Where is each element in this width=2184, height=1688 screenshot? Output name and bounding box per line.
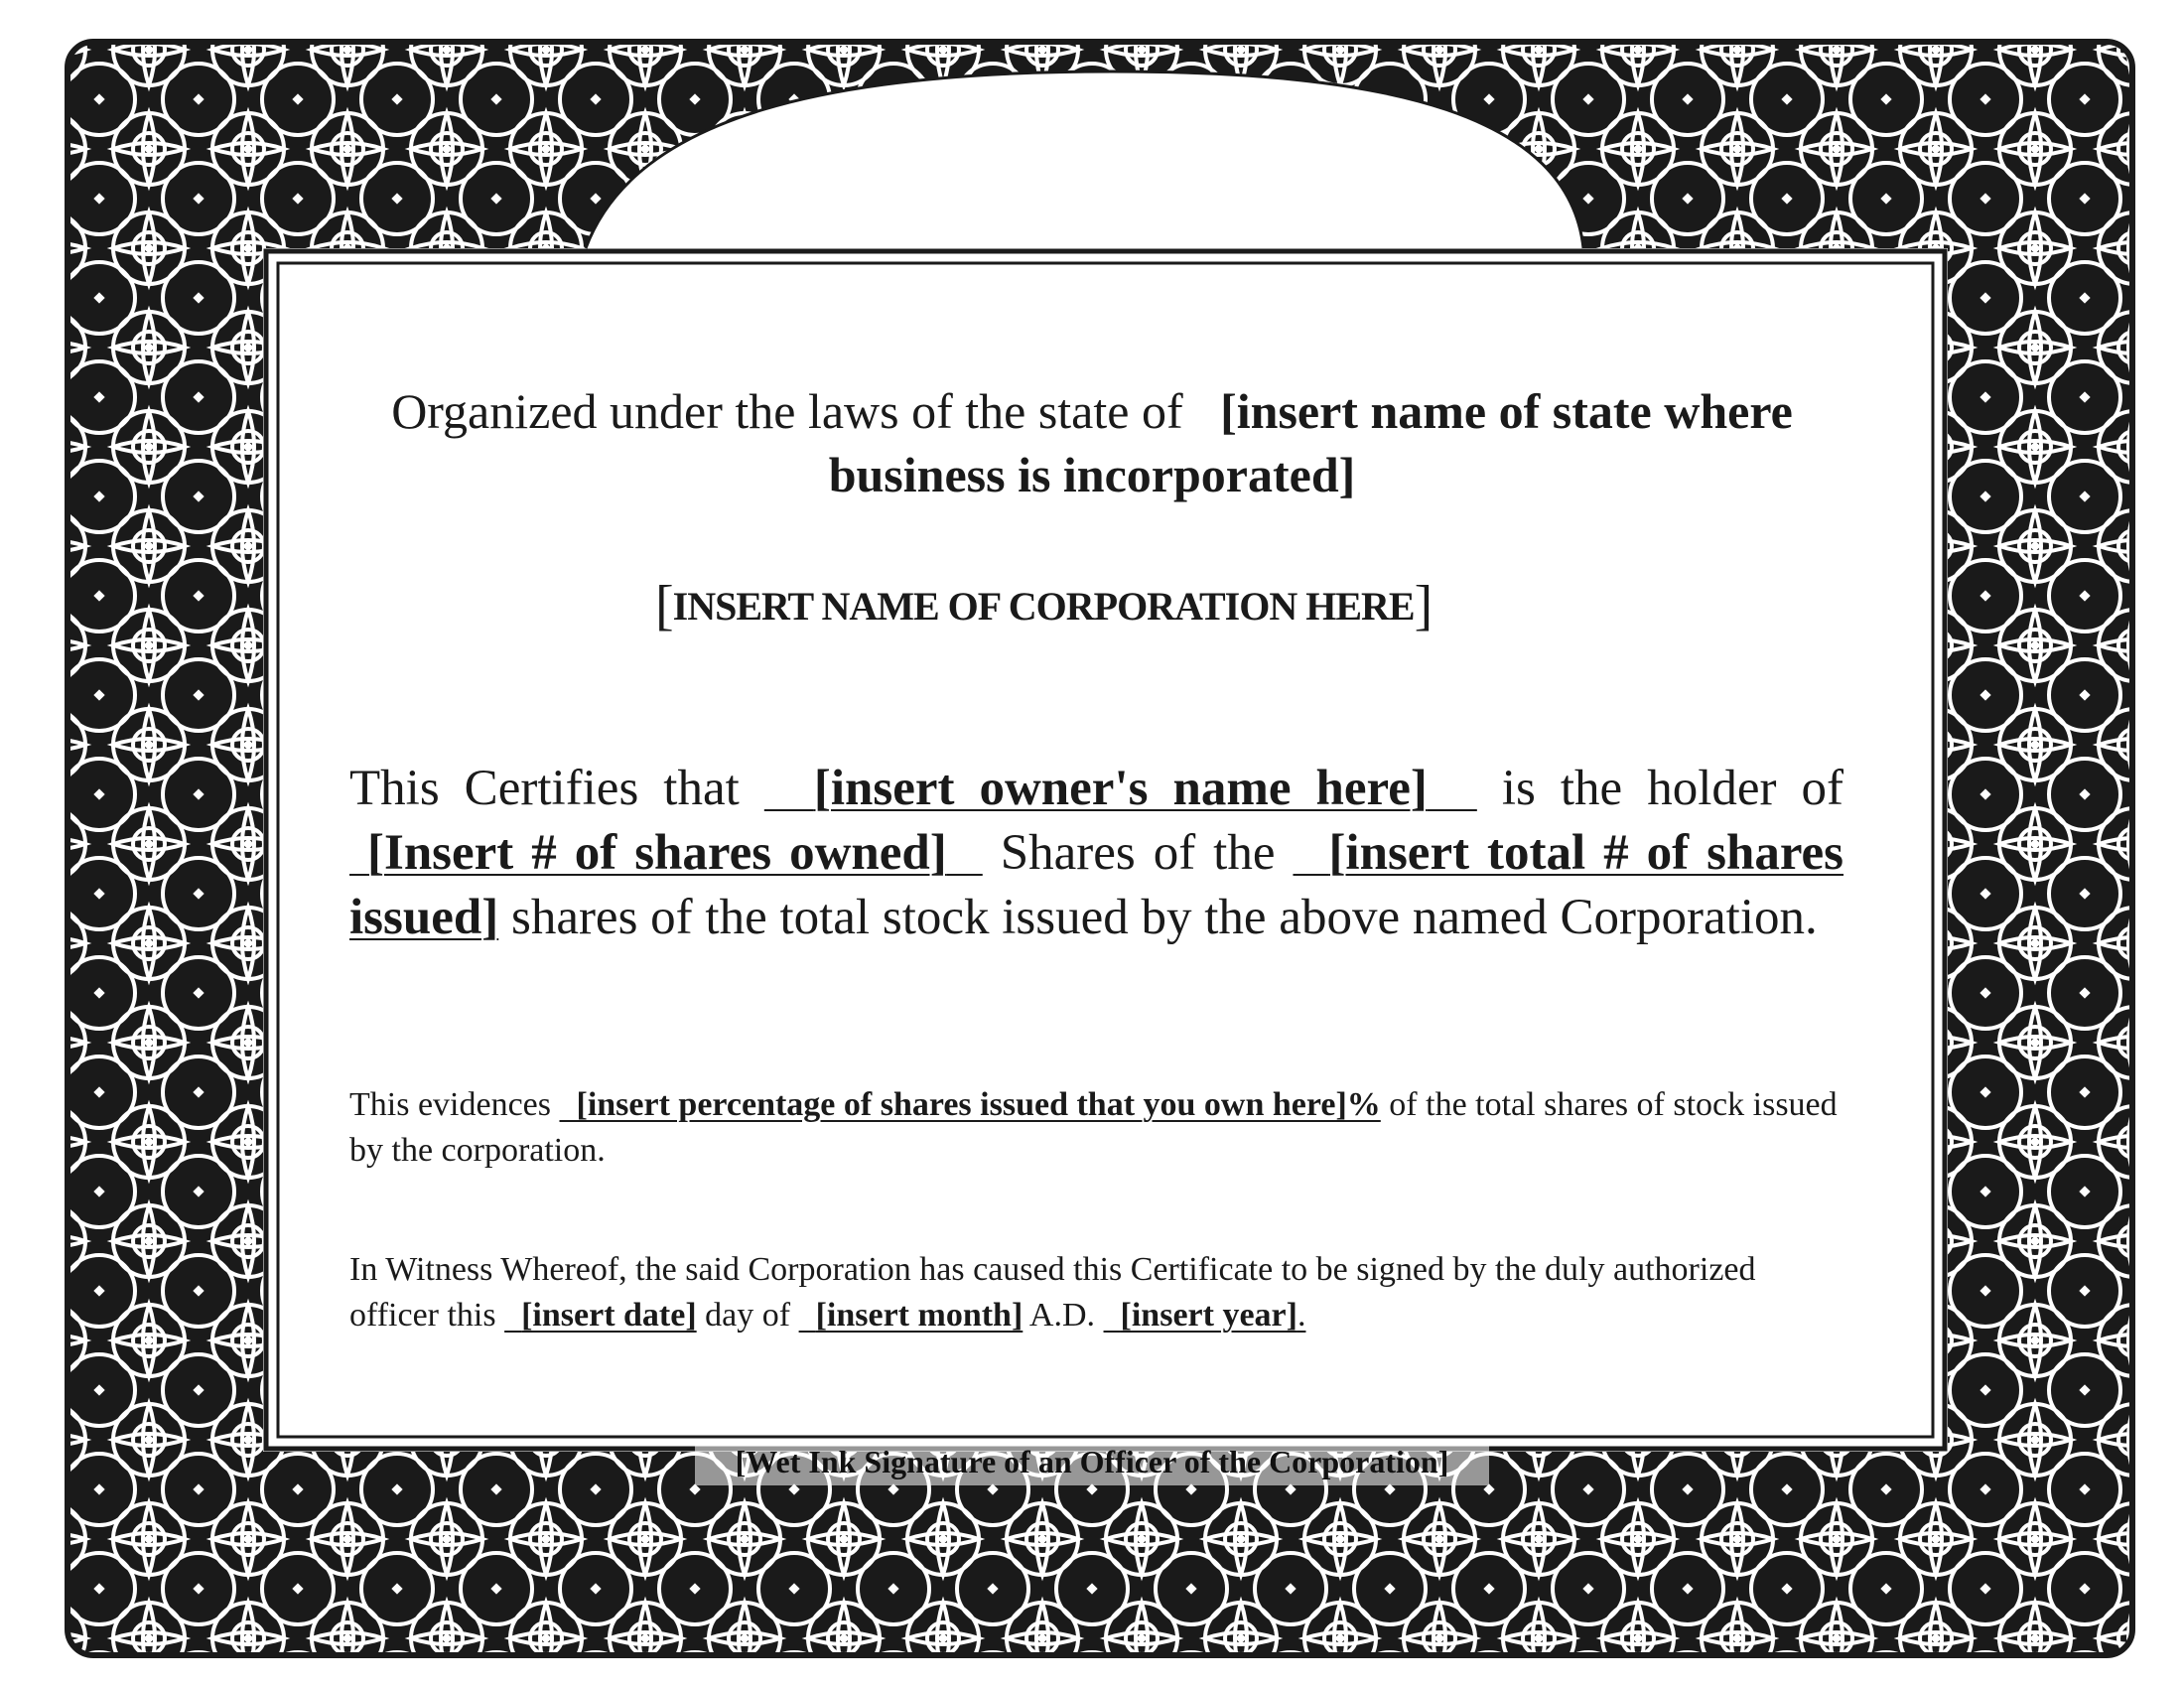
month-field[interactable]: [insert month]	[815, 1297, 1024, 1334]
certifies-paragraph	[349, 757, 1843, 950]
certifies-prefix: This Certifies that	[349, 761, 740, 816]
year-field[interactable]: [insert year]	[1120, 1297, 1297, 1334]
corporation-name-field[interactable]: INSERT NAME OF CORPORATION HERE	[672, 584, 1415, 629]
day-of-text: day of	[705, 1297, 791, 1334]
state-prefix: Organized under the laws of the state of	[391, 383, 1183, 439]
total-shares-field[interactable]: [insert total # of shares issued]	[349, 825, 1844, 945]
corp-bracket-open: [	[655, 575, 673, 636]
shares-of-text: Shares of the	[1000, 825, 1276, 881]
witness-paragraph	[349, 1247, 1843, 1338]
shares-owned-field[interactable]: [Insert # of shares owned]	[366, 825, 947, 881]
witness-end: .	[1297, 1297, 1306, 1334]
witness-prefix: In Witness Whereof, the said Corporation has caused this Certificate to be signed by the duly authorized officer this	[349, 1251, 1756, 1334]
evidence-paragraph	[349, 1082, 1843, 1174]
signature-line[interactable]: [Wet Ink Signature of an Officer of the Corporation]	[735, 1444, 1449, 1479]
state-line	[328, 379, 1856, 506]
owner-name-field[interactable]: [insert owner's name here]	[813, 761, 1428, 816]
corporation-name	[655, 576, 1449, 636]
state-field[interactable]: [insert name of state where business is incorporated]	[828, 383, 1793, 502]
date-field[interactable]: [insert date]	[521, 1297, 697, 1334]
percentage-field[interactable]: [insert percentage of shares issued that you own here]%	[576, 1086, 1381, 1123]
evidence-prefix: This evidences	[349, 1086, 551, 1123]
evidence-suffix: of the total shares of stock issued by the corporation.	[349, 1086, 1838, 1169]
holder-text: is the holder of	[1501, 761, 1843, 816]
certifies-suffix: shares of the total stock issued by the above named Corporation.	[510, 890, 1818, 945]
ad-text: A.D.	[1028, 1297, 1096, 1334]
corp-bracket-close: ]	[1414, 575, 1433, 636]
